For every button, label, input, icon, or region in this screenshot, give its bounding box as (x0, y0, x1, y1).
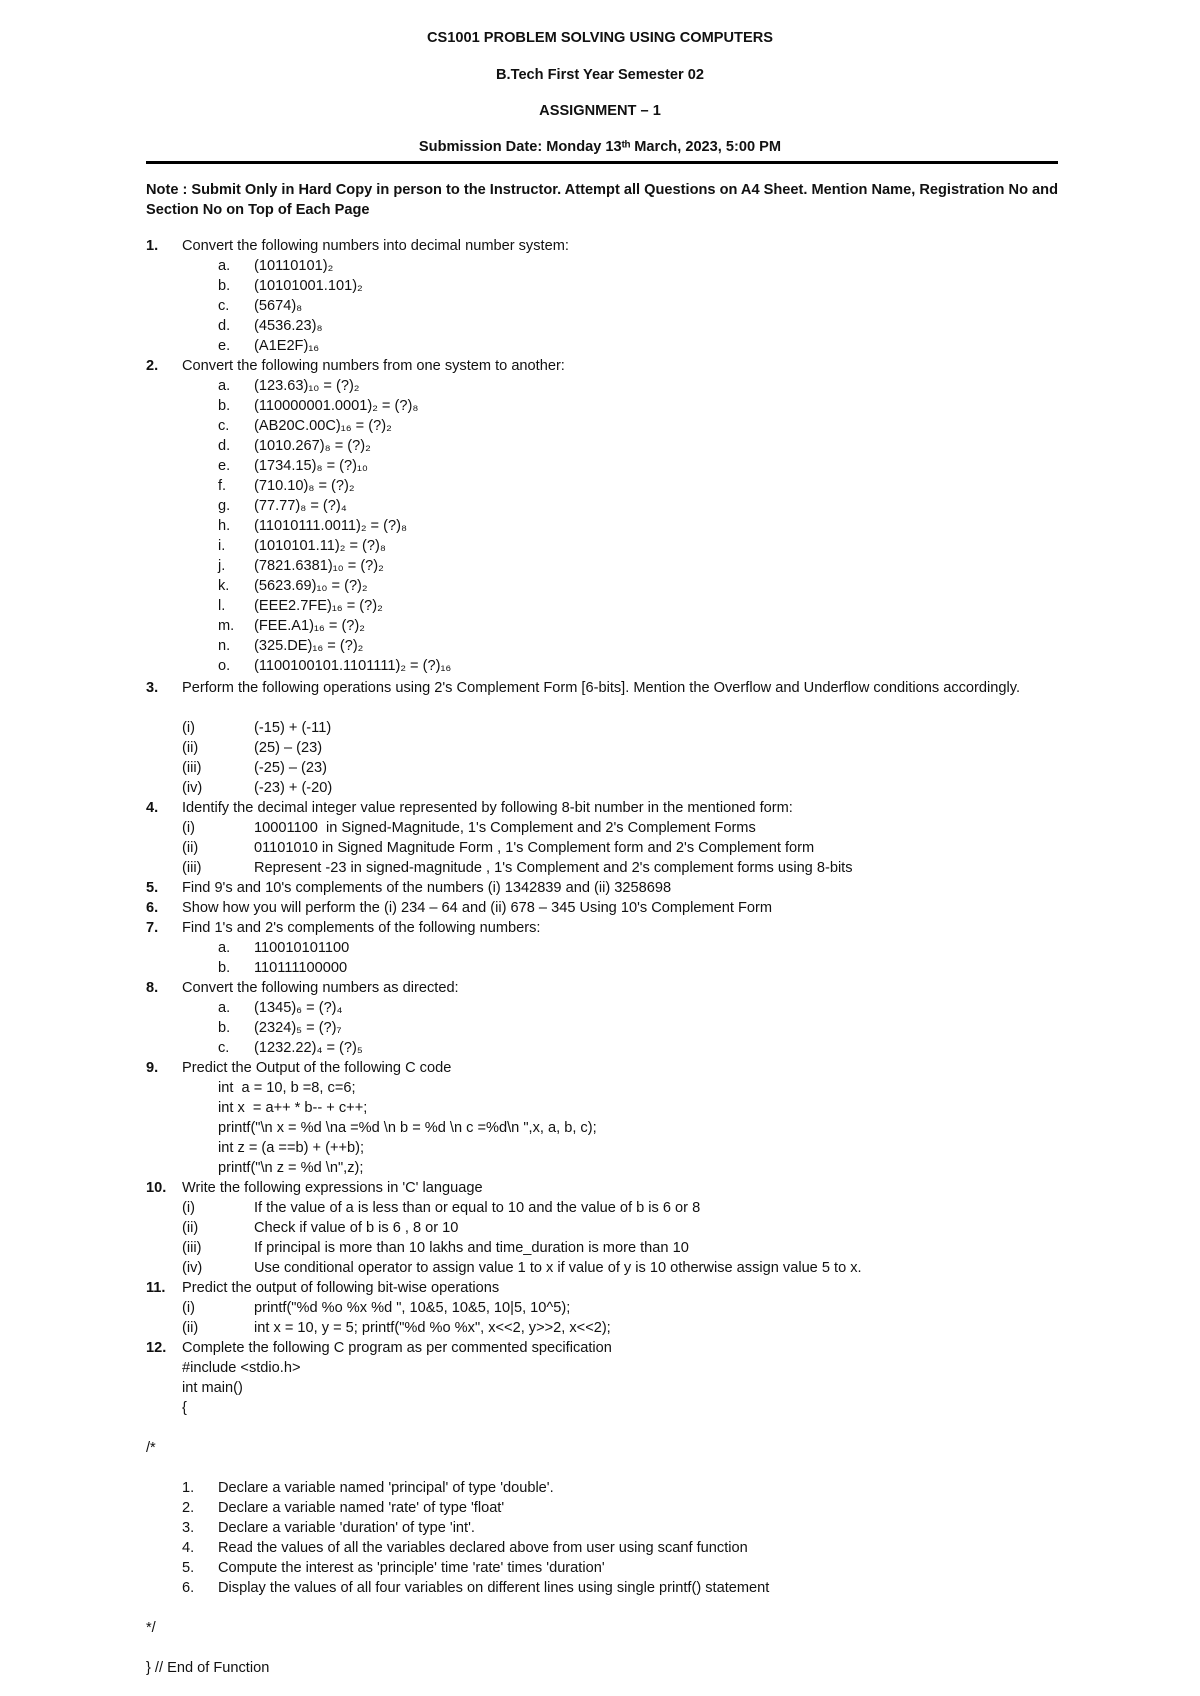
item-label: (ii) (182, 840, 199, 856)
question-number: 1. (146, 238, 159, 254)
item-text: (110000001.0001)₂ = (?)₈ (254, 398, 419, 414)
question-number: 9. (146, 1060, 159, 1076)
item-text: (FEE.A1)₁₆ = (?)₂ (254, 618, 365, 634)
question-text: Predict the output of following bit-wise operations (182, 1280, 500, 1296)
item-label: (ii) (182, 1220, 199, 1236)
item-label: (iii) (182, 760, 202, 776)
item-text: Represent -23 in signed-magnitude , 1's Complement and 2's complement forms using 8-bits (254, 860, 853, 876)
spec-item-text: Declare a variable named 'principal' of type 'double'. (218, 1480, 554, 1496)
item-text: (25) – (23) (254, 740, 323, 756)
spec-item-label: 5. (182, 1560, 195, 1576)
item-text: printf("%d %o %x %d ", 10&5, 10&5, 10|5, 10^5); (254, 1300, 571, 1316)
item-label: (iv) (182, 1260, 203, 1276)
question-number: 5. (146, 880, 159, 896)
code-line: int z = (a ==b) + (++b); (218, 1140, 365, 1156)
item-text: (1010.267)₈ = (?)₂ (254, 438, 371, 454)
item-label: o. (218, 658, 231, 674)
spec-item-text: Declare a variable 'duration' of type 'int'. (218, 1520, 475, 1536)
question-number: 3. (146, 680, 159, 696)
item-text: Check if value of b is 6 , 8 or 10 (254, 1220, 459, 1236)
item-label: (ii) (182, 740, 199, 756)
spec-item-label: 3. (182, 1520, 195, 1536)
item-text: (A1E2F)₁₆ (254, 338, 320, 354)
question-number: 10. (146, 1180, 167, 1196)
item-label: b. (218, 1020, 231, 1036)
item-label: k. (218, 578, 230, 594)
spec-item-label: 4. (182, 1540, 195, 1556)
item-text: Use conditional operator to assign value 1 to x if value of y is 10 otherwise assign value 5 to x. (254, 1260, 862, 1276)
item-label: (ii) (182, 1320, 199, 1336)
assignment-title: ASSIGNMENT – 1 (539, 103, 661, 119)
comment-open: /* (146, 1440, 156, 1456)
item-text: (-23) + (-20) (254, 780, 333, 796)
item-label: i. (218, 538, 226, 554)
item-text: (1734.15)₈ = (?)₁₀ (254, 458, 368, 474)
question-text: Complete the following C program as per commented specification (182, 1340, 612, 1356)
item-label: (iv) (182, 780, 203, 796)
item-text: (10110101)₂ (254, 258, 334, 274)
item-text: (11010111.0011)₂ = (?)₈ (254, 518, 408, 534)
item-label: f. (218, 478, 227, 494)
item-text: int x = 10, y = 5; printf("%d %o %x", x<<2, y>>2, x<<2); (254, 1320, 611, 1336)
item-text: 10001100 in Signed-Magnitude, 1's Complement and 2's Complement Forms (254, 820, 756, 836)
item-text: (AB20C.00C)₁₆ = (?)₂ (254, 418, 392, 434)
item-label: c. (218, 298, 230, 314)
item-text: (EEE2.7FE)₁₆ = (?)₂ (254, 598, 383, 614)
item-label: d. (218, 318, 231, 334)
code-line: { (182, 1400, 187, 1416)
item-text: (2324)₅ = (?)₇ (254, 1020, 342, 1036)
item-label: b. (218, 960, 231, 976)
item-text: (1232.22)₄ = (?)₅ (254, 1040, 363, 1056)
item-text: (123.63)₁₀ = (?)₂ (254, 378, 360, 394)
spec-item-label: 2. (182, 1500, 195, 1516)
item-label: m. (218, 618, 235, 634)
item-label: (i) (182, 720, 195, 736)
item-label: (iii) (182, 1240, 202, 1256)
item-label: (i) (182, 1300, 195, 1316)
question-number: 6. (146, 900, 159, 916)
spec-item-text: Declare a variable named 'rate' of type 'float' (218, 1500, 505, 1516)
item-text: (325.DE)₁₆ = (?)₂ (254, 638, 364, 654)
item-label: (i) (182, 820, 195, 836)
item-label: n. (218, 638, 231, 654)
item-label: (i) (182, 1200, 195, 1216)
item-text: 01101010 in Signed Magnitude Form , 1's Complement form and 2's Complement form (254, 840, 815, 856)
header-divider (146, 161, 1058, 164)
spec-item-text: Compute the interest as 'principle' time 'rate' times 'duration' (218, 1560, 605, 1576)
question-number: 7. (146, 920, 159, 936)
item-text: (710.10)₈ = (?)₂ (254, 478, 355, 494)
item-label: d. (218, 438, 231, 454)
question-text: Find 9's and 10's complements of the numbers (i) 1342839 and (ii) 3258698 (182, 880, 672, 896)
item-text: (1345)₆ = (?)₄ (254, 1000, 343, 1016)
question-number: 8. (146, 980, 159, 996)
code-line: printf("\n z = %d \n",z); (218, 1160, 364, 1176)
spec-item-label: 6. (182, 1580, 195, 1596)
question-number: 2. (146, 358, 159, 374)
question-text: Identify the decimal integer value represented by following 8-bit number in the mentioned form: (182, 800, 793, 816)
instructions-note: Note : Submit Only in Hard Copy in person to the Instructor. Attempt all Questions on A4 Sheet. Mention Name, Registration No and Section No on Top of Each Page (146, 182, 1058, 218)
item-label: b. (218, 278, 231, 294)
question-text: Convert the following numbers as directed: (182, 980, 459, 996)
comment-close: */ (146, 1620, 156, 1636)
item-text: (1100100101.1101111)₂ = (?)₁₆ (254, 658, 452, 674)
spec-item-label: 1. (182, 1480, 195, 1496)
spec-item-text: Display the values of all four variables on different lines using single printf() statement (218, 1580, 770, 1596)
code-line: #include <stdio.h> (182, 1360, 301, 1376)
question-text: Perform the following operations using 2's Complement Form [6-bits]. Mention the Overflow and Underflow conditions accordingly. (182, 680, 1020, 696)
item-text: (10101001.101)₂ (254, 278, 363, 294)
item-label: (iii) (182, 860, 202, 876)
question-text: Find 1's and 2's complements of the following numbers: (182, 920, 541, 936)
question-number: 4. (146, 800, 159, 816)
question-number: 11. (146, 1280, 166, 1296)
item-label: e. (218, 458, 231, 474)
item-text: 110010101100 (254, 940, 350, 956)
item-label: j. (218, 558, 226, 574)
item-text: If the value of a is less than or equal to 10 and the value of b is 6 or 8 (254, 1200, 701, 1216)
item-label: c. (218, 1040, 230, 1056)
code-line: int main() (182, 1380, 243, 1396)
end-of-function: } // End of Function (146, 1660, 270, 1676)
question-text: Convert the following numbers from one system to another: (182, 358, 565, 374)
item-label: a. (218, 940, 231, 956)
question-text: Convert the following numbers into decimal number system: (182, 238, 569, 254)
code-line: int a = 10, b =8, c=6; (218, 1080, 356, 1096)
question-text: Show how you will perform the (i) 234 – 64 and (ii) 678 – 345 Using 10's Complement Form (182, 900, 773, 916)
question-number: 12. (146, 1340, 167, 1356)
program-line: B.Tech First Year Semester 02 (496, 67, 704, 83)
item-text: If principal is more than 10 lakhs and time_duration is more than 10 (254, 1240, 689, 1256)
item-label: g. (218, 498, 231, 514)
submission-date: Submission Date: Monday 13ᵗʰ March, 2023, 5:00 PM (418, 139, 782, 155)
item-text: (4536.23)₈ (254, 318, 323, 334)
spec-item-text: Read the values of all the variables declared above from user using scanf function (218, 1540, 748, 1556)
item-text: (77.77)₈ = (?)₄ (254, 498, 347, 514)
item-label: a. (218, 258, 231, 274)
item-label: b. (218, 398, 231, 414)
item-text: (-25) – (23) (254, 760, 327, 776)
item-label: l. (218, 598, 226, 614)
item-text: (5674)₈ (254, 298, 303, 314)
item-label: e. (218, 338, 231, 354)
question-text: Write the following expressions in 'C' language (182, 1180, 483, 1196)
code-line: int x = a++ * b-- + c++; (218, 1100, 368, 1116)
item-label: a. (218, 378, 231, 394)
course-title: CS1001 PROBLEM SOLVING USING COMPUTERS (427, 30, 773, 46)
item-label: c. (218, 418, 230, 434)
item-text: 110111100000 (254, 960, 348, 976)
code-line: printf("\n x = %d \na =%d \n b = %d \n c =%d\n ",x, a, b, c); (218, 1120, 597, 1136)
item-text: (5623.69)₁₀ = (?)₂ (254, 578, 368, 594)
item-text: (1010101.11)₂ = (?)₈ (254, 538, 386, 554)
item-text: (-15) + (-11) (254, 720, 332, 736)
question-text: Predict the Output of the following C code (182, 1060, 452, 1076)
item-label: h. (218, 518, 231, 534)
item-label: a. (218, 1000, 231, 1016)
item-text: (7821.6381)₁₀ = (?)₂ (254, 558, 384, 574)
